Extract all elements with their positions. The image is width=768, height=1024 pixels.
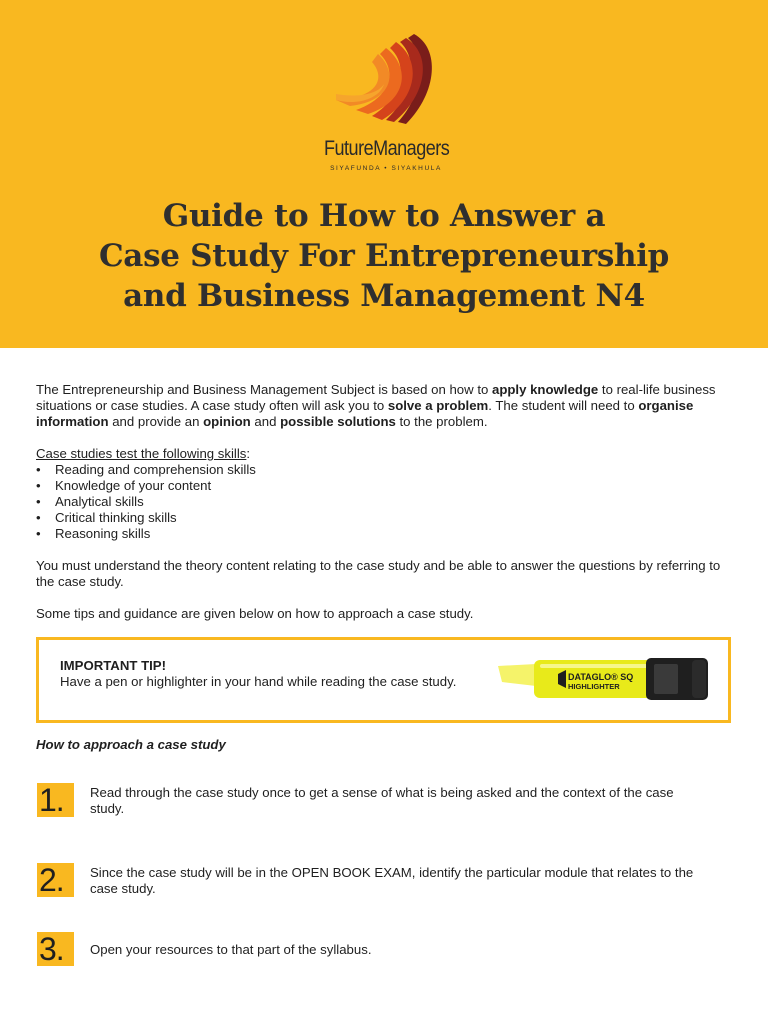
intro-bold: organise information [36, 398, 694, 429]
swoosh-logo-icon [328, 32, 444, 128]
list-item: • Analytical skills [36, 494, 736, 510]
step-text: Since the case study will be in the OPEN BOOK EXAM, identify the particular module that relates to the case study. [90, 865, 694, 896]
intro-bold: possible solutions [280, 414, 396, 429]
header-banner [0, 0, 768, 348]
intro-text: to the problem. [395, 414, 488, 429]
intro-text: to real-life business situations or case studies. A case study often will ask you to [36, 382, 716, 413]
list-item: • Knowledge of your content [36, 478, 736, 494]
list-item: • Reading and comprehension skills [36, 462, 736, 478]
page-title [40, 196, 728, 316]
intro-text: The Entrepreneurship and Business Management Subject is based on how to [36, 382, 492, 397]
brand-name: FutureManagers [324, 137, 450, 160]
intro-paragraph [36, 382, 736, 430]
tip-heading: IMPORTANT TIP! [60, 658, 166, 673]
skills-list [36, 462, 736, 542]
step-number: 3. [37, 932, 74, 966]
highlighter-icon [496, 656, 710, 706]
list-item: • Reasoning skills [36, 526, 736, 542]
brand-tagline: SIYAFUNDA • SIYAKHULA [330, 165, 442, 172]
intro-bold: solve a problem [387, 398, 489, 413]
intro-text: . The student will need to [488, 398, 639, 413]
intro-text: and [250, 414, 281, 429]
step-number: 2. [37, 863, 74, 897]
step-text: Open your resources to that part of the syllabus. [90, 942, 372, 957]
highlighter-label: DATAGLO® SQ [568, 672, 634, 682]
theory-paragraph: You must understand the theory content relating to the case study and be able to answer the questions by referring to the case study. [36, 558, 721, 589]
step-text: Read through the case study once to get a sense of what is being asked and the context of the case study. [90, 785, 674, 816]
intro-text: and provide an [108, 414, 204, 429]
skills-heading-colon: : [246, 446, 251, 461]
main-content [36, 382, 736, 638]
tips-intro-paragraph: Some tips and guidance are given below on how to approach a case study. [36, 606, 474, 621]
intro-bold: opinion [203, 414, 251, 429]
important-tip-box [36, 637, 731, 723]
approach-heading: How to approach a case study [36, 737, 226, 752]
intro-bold: apply knowledge [491, 382, 599, 397]
list-item: • Critical thinking skills [36, 510, 736, 526]
step-number: 1. [37, 783, 74, 817]
highlighter-label: HIGHLIGHTER [568, 682, 620, 691]
title-line: Case Study For Entrepreneurship [98, 238, 670, 274]
skills-heading [36, 446, 736, 462]
skills-heading-text: Case studies test the following skills [36, 446, 247, 461]
future-managers-logo [324, 32, 450, 178]
title-line: Guide to How to Answer a [162, 198, 606, 234]
tip-text: Have a pen or highlighter in your hand while reading the case study. [60, 674, 457, 689]
title-line: and Business Management N4 [123, 278, 645, 314]
